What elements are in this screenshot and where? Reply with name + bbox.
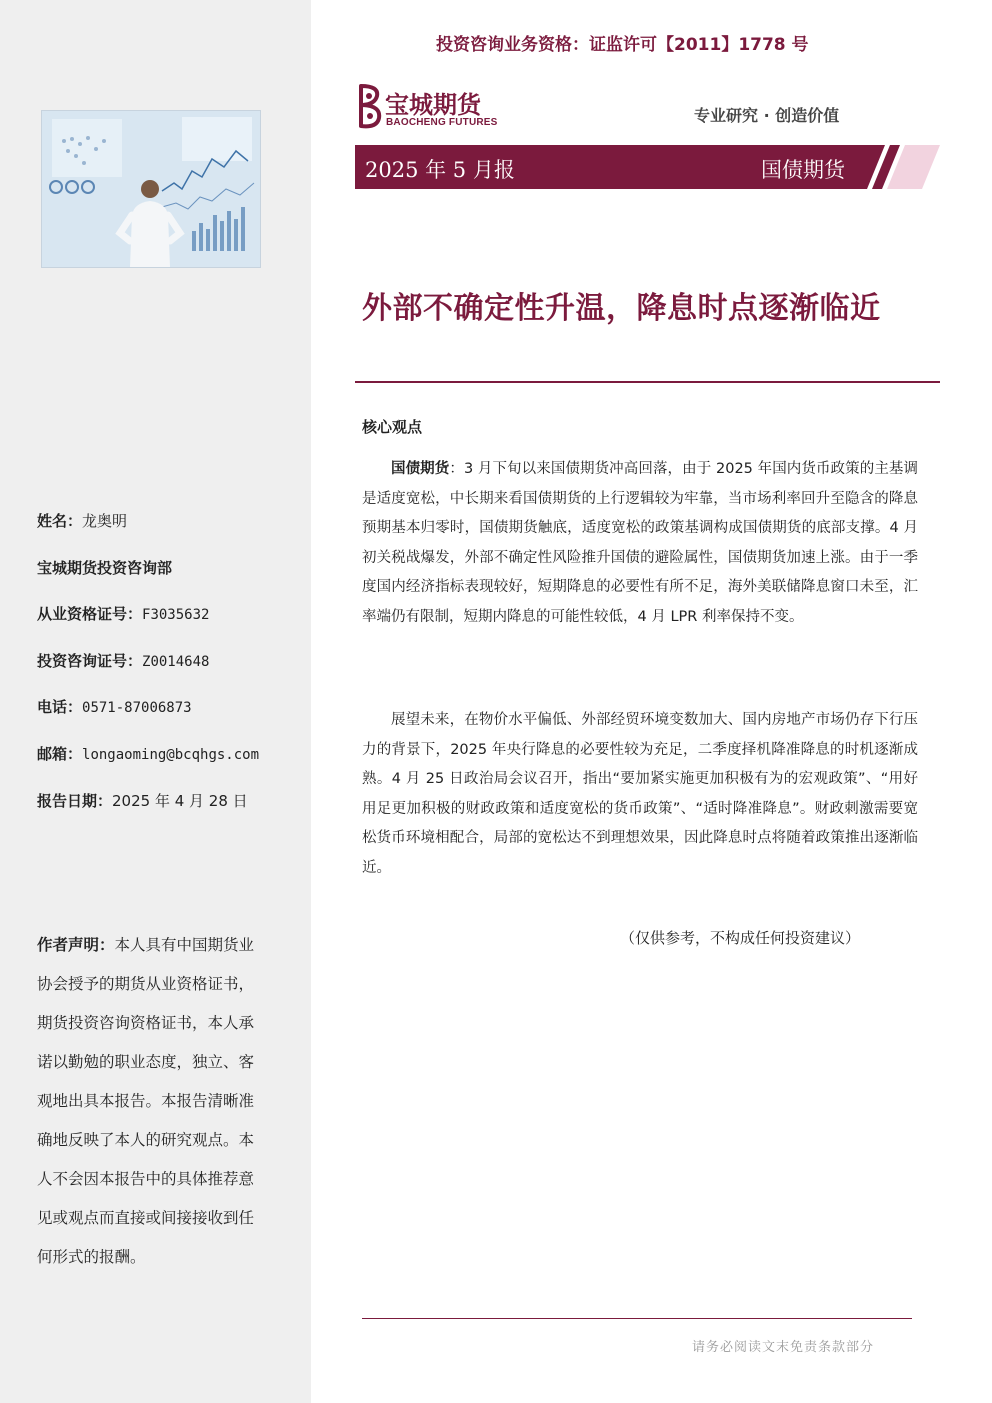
qualification-number bbox=[37, 603, 209, 624]
paragraph-lead-colon: ： bbox=[449, 461, 464, 477]
declaration-text: 本人具有中国期货业协会授予的期货从业资格证书，期货投资咨询资格证书，本人承诺以勤勉的职业态度，独立、客观地出具本报告。本报告清晰准确地反映了本人的研究观点。本人不会因本报告中的具体推荐意见或观点而直接或间接接收到任何形式的报酬。 bbox=[37, 936, 255, 1266]
paragraph-1-text: 3 月下旬以来国债期货冲高回落，由于 2025 年国内货币政策的主基调是适度宽松，中长期来看国债期货的上行逻辑较为牢靠，当市场利率回升至隐含的降息预期基本归零时，国债期货触底，适度宽松的政策基调构成国债期货的底部支撑。4 月初关税战爆发，外部不确定性风险推升国债的避险属性，国债期货加速上涨。由于一季度国内经济指标表现较好，短期降息的必要性有所不足，海外美联储降息窗口未至，汇率端仍有限制，短期内降息的可能性较低，4 月 LPR 利率保持不变。 bbox=[362, 461, 919, 625]
email bbox=[37, 743, 259, 764]
core-paragraph-2 bbox=[362, 706, 918, 884]
consult-number bbox=[37, 650, 209, 671]
email-label: 邮箱： bbox=[37, 745, 83, 763]
core-paragraph-1 bbox=[362, 455, 918, 633]
report-headline: 外部不确定性升温，降息时点逐渐临近 bbox=[362, 291, 881, 326]
logo-chinese: 宝城期货 bbox=[385, 90, 481, 119]
report-date bbox=[37, 790, 248, 811]
author-declaration bbox=[37, 926, 269, 1277]
consult-label: 投资咨询证号： bbox=[37, 652, 143, 670]
declaration-label: 作者声明： bbox=[37, 936, 115, 954]
paragraph-2-text: 展望未来，在物价水平偏低、外部经贸环境变数加大、国内房地产市场仍存下行压力的背景下，2025 年央行降息的必要性较为充足，二季度择机降准降息的时机逐渐成熟。4 月 25 日政治局会议召开，指出“要加紧实施更加积极有为的宏观政策”、“用好用足更加积极的财政政策和适度宽松的货币政策”、“适时降准降息”。财政刺激需要宽松货币环境相配合，局部的宽松达不到理想效果，因此降息时点将随着政策推出逐渐临近。 bbox=[362, 712, 918, 876]
paragraph-lead: 国债期货 bbox=[391, 461, 450, 477]
phone-label: 电话： bbox=[37, 698, 83, 716]
footer-note: 请务必阅读文末免责条款部分 bbox=[692, 1340, 875, 1355]
slogan: 专业研究 · 创造价值 bbox=[694, 106, 840, 125]
department bbox=[37, 557, 172, 578]
analyst-label: 姓名： bbox=[37, 512, 83, 530]
business-chart-illustration-icon bbox=[42, 111, 260, 267]
report-date-value: 2025 年 4 月 28 日 bbox=[112, 792, 248, 810]
report-period: 2025 年 5 月报 bbox=[365, 158, 515, 182]
qualification-value: F3035632 bbox=[142, 607, 210, 623]
baocheng-logo-icon bbox=[355, 82, 385, 130]
report-date-label: 报告日期： bbox=[37, 792, 113, 810]
core-view-title: 核心观点 bbox=[362, 418, 423, 436]
email-value[interactable]: longaoming@bcqhgs.com bbox=[82, 747, 260, 763]
investment-disclaimer: （仅供参考，不构成任何投资建议） bbox=[620, 929, 861, 947]
logo-english: BAOCHENG FUTURES bbox=[386, 117, 498, 128]
analyst-value: 龙奥明 bbox=[82, 512, 128, 530]
phone bbox=[37, 696, 192, 717]
company-logo bbox=[355, 82, 525, 132]
department-text: 宝城期货投资咨询部 bbox=[37, 559, 173, 577]
headline-divider bbox=[355, 381, 940, 383]
license-line: 投资咨询业务资格：证监许可【2011】1778 号 bbox=[436, 35, 809, 55]
report-banner bbox=[355, 145, 940, 189]
qualification-label: 从业资格证号： bbox=[37, 605, 143, 623]
report-category: 国债期货 bbox=[761, 158, 845, 182]
phone-value: 0571-87006873 bbox=[82, 700, 192, 716]
consult-value: Z0014648 bbox=[142, 654, 210, 670]
footer-divider bbox=[362, 1318, 912, 1319]
cover-image bbox=[41, 110, 261, 268]
analyst-name bbox=[37, 510, 127, 531]
